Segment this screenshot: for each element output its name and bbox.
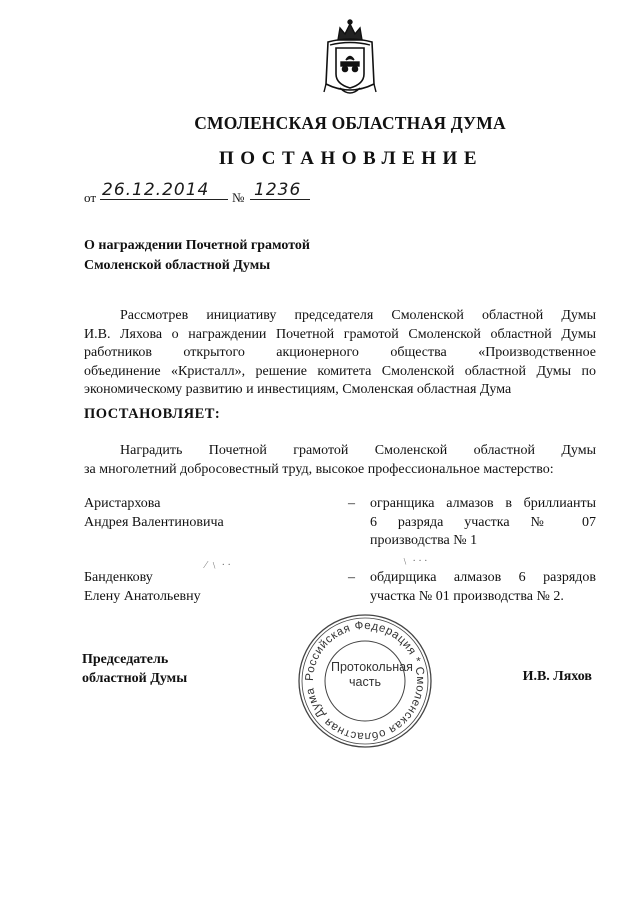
preamble-line: И.В. Ляхова о награждении Почетной грамотой Смоленской областной Думы	[84, 326, 596, 342]
handwritten-date: 26.12.2014	[102, 180, 210, 200]
preamble-line: объединение «Кристалл», решение комитета Смоленской областной Думы по	[84, 363, 596, 379]
decision-line: за многолетний добросовестный труд, высокое профессиональное мастерство:	[84, 461, 554, 477]
subject-line: Смоленской областной Думы	[84, 258, 271, 273]
awardee-entry	[84, 495, 596, 555]
preamble-paragraph	[84, 307, 596, 400]
handwritten-number: 1236	[254, 180, 302, 200]
preamble-line: Рассмотрев инициативу председателя Смоленской областной Думы	[120, 308, 596, 323]
stamp-inner-text	[331, 660, 413, 690]
awardee-position	[370, 495, 596, 551]
pencil-mark-icon: ﹨ · · ·	[400, 556, 428, 567]
subject-line: О награждении Почетной грамотой	[84, 238, 310, 253]
official-stamp	[296, 612, 434, 750]
stamp-inner-line: Протокольная	[331, 660, 413, 674]
smolensk-coat-of-arms-icon	[320, 18, 380, 100]
date-number-line	[84, 180, 344, 210]
position-line: 6 разряда участка № 07	[370, 514, 596, 530]
dash-separator: –	[348, 496, 355, 511]
date-from-label: от	[84, 190, 97, 205]
stamp-outer-text: Российская Федерация * Смоленская областная Дума	[303, 619, 427, 743]
signer-name: И.В. Ляхов	[522, 669, 592, 684]
resolves-heading: ПОСТАНОВЛЯЕТ:	[84, 406, 221, 422]
awardee-entry	[84, 569, 596, 609]
awardee-position	[370, 569, 596, 606]
awardee-surname: Аристархова	[84, 496, 161, 511]
awardee-name	[84, 495, 324, 532]
signer-title-line: областной Думы	[82, 670, 188, 686]
awardee-name	[84, 569, 324, 606]
awardee-given-name: Елену Анатольевну	[84, 588, 201, 604]
position-line: участка № 01 производства № 2.	[370, 588, 564, 604]
decision-line: Наградить Почетной грамотой Смоленской областной Думы	[120, 443, 596, 458]
position-line: обдирщика алмазов 6 разрядов	[370, 570, 596, 585]
preamble-line: экономическому развитию и инвестициям, Смоленская областная Дума	[84, 382, 512, 398]
document-type-title: ПОСТАНОВЛЕНИЕ	[218, 148, 484, 169]
dash-separator: –	[348, 570, 355, 585]
signer-title	[82, 651, 187, 688]
number-label: №	[232, 190, 245, 205]
position-line: производства № 1	[370, 533, 478, 549]
stamp-inner-line: часть	[349, 675, 381, 689]
pencil-mark-icon: ⁄ ﹨ · ·	[205, 560, 231, 571]
awardee-surname: Банденкову	[84, 570, 153, 585]
preamble-line: работников открытого акционерного общества «Производственное	[84, 345, 596, 361]
position-line: огранщика алмазов в бриллианты	[370, 496, 596, 511]
document-subject	[84, 236, 444, 276]
awardee-given-name: Андрея Валентиновича	[84, 514, 224, 530]
decision-paragraph	[84, 442, 596, 479]
organization-name: СМОЛЕНСКАЯ ОБЛАСТНАЯ ДУМА	[194, 113, 506, 133]
signer-title-line: Председатель	[82, 652, 169, 667]
